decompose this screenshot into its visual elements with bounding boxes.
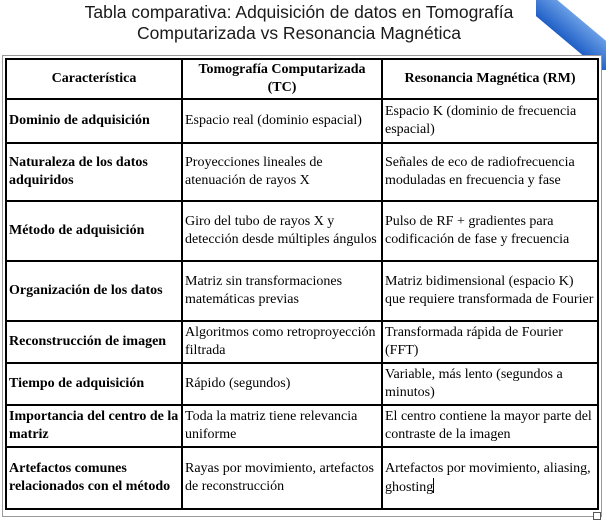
table-row [6, 261, 598, 321]
header-cell[interactable]: Característica [6, 59, 182, 99]
feature-cell[interactable]: Artefactos comunes relacionados con el método [6, 447, 182, 509]
ct-cell[interactable]: Espacio real (dominio espacial) [182, 99, 382, 143]
ct-cell[interactable]: Matriz sin transformaciones matemáticas previas [182, 261, 382, 321]
ct-cell[interactable]: Proyecciones lineales de atenuación de rayos X [182, 143, 382, 201]
mri-cell-text: Artefactos por movimiento, aliasing, ghosting [385, 460, 591, 495]
resize-handle[interactable] [593, 512, 601, 520]
table-header-row [6, 59, 598, 99]
header-cell[interactable]: Resonancia Magnética (RM) [382, 59, 598, 99]
table-row [6, 447, 598, 509]
feature-cell[interactable]: Método de adquisición [6, 201, 182, 261]
text-cursor [433, 478, 434, 493]
ct-cell[interactable]: Giro del tubo de rayos X y detección desde múltiples ángulos [182, 201, 382, 261]
table-row [6, 201, 598, 261]
title-line-1: Tabla comparativa: Adquisición de datos en Tomografía [84, 2, 514, 22]
mri-cell[interactable]: Pulso de RF + gradientes para codificación de fase y frecuencia [382, 201, 598, 261]
table-row [6, 405, 598, 447]
table-row [6, 321, 598, 363]
feature-cell[interactable]: Importancia del centro de la matriz [6, 405, 182, 447]
feature-cell[interactable]: Naturaleza de los datos adquiridos [6, 143, 182, 201]
comparison-table [5, 58, 599, 510]
title-line-2: Computarizada vs Resonancia Magnética [137, 23, 461, 43]
mri-cell[interactable]: Transformada rápida de Fourier (FFT) [382, 321, 598, 363]
feature-cell[interactable]: Organización de los datos [6, 261, 182, 321]
mri-cell[interactable] [382, 447, 598, 509]
mri-cell[interactable]: El centro contiene la mayor parte del contraste de la imagen [382, 405, 598, 447]
header-cell[interactable]: Tomografía Computarizada (TC) [182, 59, 382, 99]
mri-cell[interactable]: Señales de eco de radiofrecuencia moduladas en frecuencia y fase [382, 143, 598, 201]
table-row [6, 99, 598, 143]
feature-cell[interactable]: Dominio de adquisición [6, 99, 182, 143]
mri-cell[interactable]: Espacio K (dominio de frecuencia espacial) [382, 99, 598, 143]
ct-cell[interactable]: Rápido (segundos) [182, 363, 382, 405]
table-row [6, 143, 598, 201]
ct-cell[interactable]: Rayas por movimiento, artefactos de reconstrucción [182, 447, 382, 509]
feature-cell[interactable]: Reconstrucción de imagen [6, 321, 182, 363]
ct-cell[interactable]: Algoritmos como retroproyección filtrada [182, 321, 382, 363]
table-row [6, 363, 598, 405]
mri-cell[interactable]: Matriz bidimensional (espacio K) que requiere transformada de Fourier [382, 261, 598, 321]
page-title [0, 2, 598, 44]
ct-cell[interactable]: Toda la matriz tiene relevancia uniforme [182, 405, 382, 447]
feature-cell[interactable]: Tiempo de adquisición [6, 363, 182, 405]
mri-cell[interactable]: Variable, más lento (segundos a minutos) [382, 363, 598, 405]
